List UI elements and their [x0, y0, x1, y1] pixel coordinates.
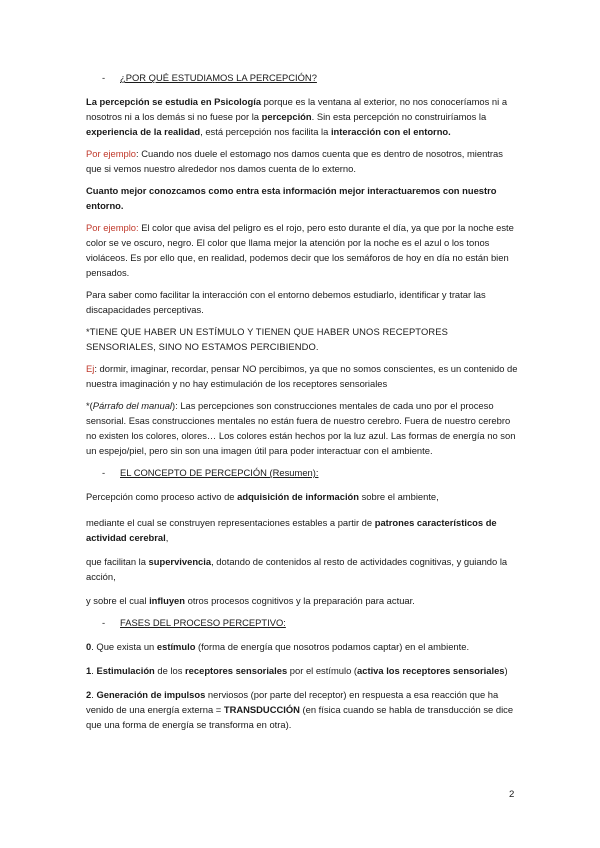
example-label: Por ejemplo: [86, 148, 137, 159]
bold-text: activa los receptores sensoriales: [357, 665, 505, 676]
paragraph-concept-3: [86, 554, 518, 584]
text: , dotando de contenidos al resto de actividades cognitivas, y guiando la acción,: [86, 556, 508, 582]
phase-0: [86, 639, 518, 654]
text: que facilitan la: [86, 556, 149, 567]
page-number: 2: [509, 789, 515, 800]
bold-text: receptores sensoriales: [185, 665, 288, 676]
paragraph-manual: [86, 398, 518, 458]
bold-text: percepción: [261, 111, 312, 122]
heading-text: EL CONCEPTO DE PERCEPCIÓN (Resumen):: [120, 467, 319, 478]
phase-number: 1: [86, 665, 92, 676]
phase-number: 0: [86, 641, 92, 652]
section-heading-concept: [86, 465, 518, 480]
text: (forma de energía que nosotros podamos captar) en el ambiente.: [195, 641, 470, 652]
text: El color que avisa del peligro es el rojo, pero esto durante el día, ya que por la noche este color se ve oscuro, negro. El color que llama mejor la atención por la noche es el azul o los tonos violáceos. Es por ello que, en realidad, podemos decir que los semáforos de hoy en día no están bien pensados.: [86, 222, 514, 278]
text: otros procesos cognitivos y la preparación para actuar.: [185, 595, 415, 606]
text: . Sin esta percepción no construiríamos la: [311, 111, 487, 122]
bold-text: supervivencia: [148, 556, 212, 567]
bold-text: TRANSDUCCIÓN: [223, 704, 300, 715]
paragraph-bold-statement: Cuanto mejor conozcamos como entra esta información mejor interactuaremos con nuestro entorno.: [86, 185, 497, 211]
text: nerviosos (por parte del receptor) en respuesta a esa reacción que ha venido de una energía externa =: [86, 689, 499, 715]
bullet-dash: -: [102, 72, 106, 83]
bold-text: adquisición de información: [237, 491, 360, 502]
text: ): [504, 665, 508, 676]
paragraph-example-2: [86, 220, 518, 280]
text: de los: [154, 665, 186, 676]
paragraph-example-1: [86, 146, 518, 176]
heading-text: ¿POR QUÉ ESTUDIAMOS LA PERCEPCIÓN?: [120, 72, 317, 83]
paragraph-intro: [86, 94, 518, 139]
bold-text: experiencia de la realidad: [86, 126, 201, 137]
text: porque es la ventana al exterior, no nos conoceríamos ni a nosotros ni a los demás si no fuese por la: [86, 96, 508, 122]
bold-text: Generación de impulsos: [96, 689, 206, 700]
text: .: [91, 689, 97, 700]
text: por el estímulo (: [287, 665, 358, 676]
bold-text: estímulo: [156, 641, 196, 652]
bold-text: influyen: [149, 595, 186, 606]
phase-number: 2: [86, 689, 92, 700]
phase-1: [86, 663, 518, 678]
bold-text: patrones característicos de actividad cerebral: [86, 517, 497, 543]
bullet-dash: -: [102, 467, 106, 478]
bold-text: interacción con el entorno.: [330, 126, 451, 137]
heading-text: FASES DEL PROCESO PERCEPTIVO:: [120, 617, 286, 628]
bold-text: La percepción se estudia en Psicología: [86, 96, 262, 107]
bullet-dash: -: [102, 617, 106, 628]
paragraph-concept-1: [86, 489, 518, 504]
example-label: Por ejemplo:: [86, 222, 139, 233]
text: mediante el cual se construyen representaciones estables a partir de: [86, 517, 375, 528]
paragraph-note-caps: *TIENE QUE HABER UN ESTÍMULO Y TIENEN QUE HABER UNOS RECEPTORES SENSORIALES, SINO NO ESTAMOS PERCIBIENDO.: [86, 326, 448, 352]
phase-2: [86, 687, 518, 732]
text: y sobre el cual: [86, 595, 150, 606]
text: : Cuando nos duele el estomago nos damos cuenta que es dentro de nosotros, mientras que si vemos nuestro alrededor nos damos cuenta de lo externo.: [86, 148, 503, 174]
italic-text: Párrafo del manual: [92, 400, 172, 411]
paragraph-concept-2: [86, 515, 518, 545]
text: ,: [165, 532, 169, 543]
paragraph-facilitate: Para saber como facilitar la interacción con el entorno debemos estudiarlo, identificar y tratar las discapacidades perceptivas.: [86, 289, 486, 315]
paragraph-example-3: [86, 361, 518, 391]
bold-text: Estimulación: [96, 665, 155, 676]
text: Percepción como proceso activo de: [86, 491, 238, 502]
section-heading-phases: [86, 615, 518, 630]
text: .: [91, 665, 97, 676]
text: sobre el ambiente,: [359, 491, 439, 502]
text: . Que exista un: [91, 641, 157, 652]
document-body: [86, 70, 518, 739]
text: ): Las percepciones son construcciones mentales de cada uno por el proceso sensorial. Esas construcciones mentales no están fuera de nuestro cerebro. Fuera de nuestro cerebro no existen los colores, olores… Los colores están hechos por la luz azul. Las formas de energía no son un espejo/piel, pero sin son una imagen útil para poder interactuar con el ambiente.: [86, 400, 516, 456]
text: *(: [86, 400, 93, 411]
text: , está percepción nos facilita la: [200, 126, 331, 137]
paragraph-concept-4: [86, 593, 518, 608]
section-heading-why-study: [86, 70, 518, 85]
text: : dormir, imaginar, recordar, pensar NO percibimos, ya que no somos conscientes, es un contenido de nuestra imaginación y no hay estimulación de los receptores sensoriales: [86, 363, 518, 389]
text: (en física cuando se habla de transducción se dice que una forma de energía se transforma en otra).: [86, 704, 514, 730]
example-label: Ej: [86, 363, 95, 374]
